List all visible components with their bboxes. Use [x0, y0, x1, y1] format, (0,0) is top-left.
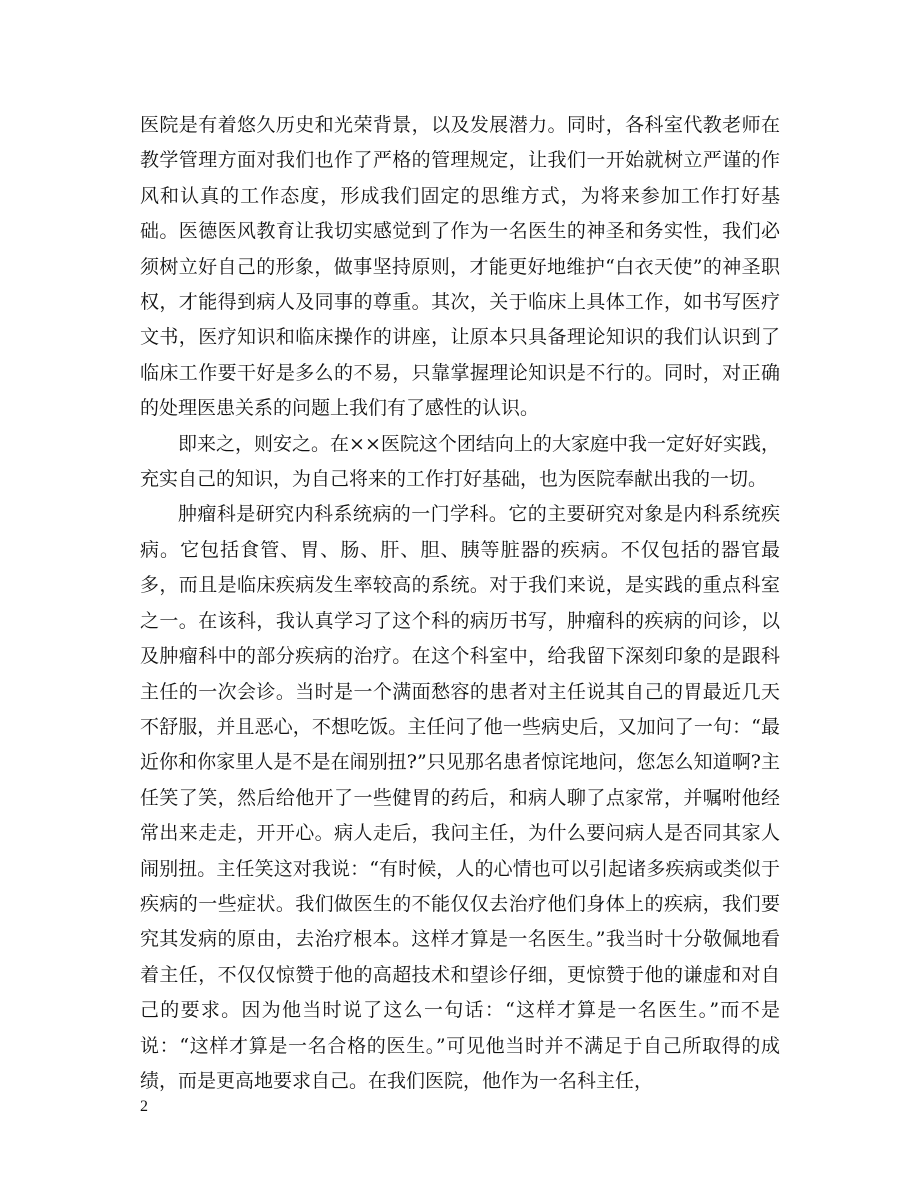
paragraph-continued: 医院是有着悠久历史和光荣背景，以及发展潜力。同时，各科室代教老师在教学管理方面对我们也作了严格的管理规定，让我们一开始就树立严谨的作风和认真的工作态度，形成我们固定的思维方式，为将来参加工作打好基础。医德医风教育让我切实感觉到了作为一名医生的神圣和务实性，我们必须树立好自己的形象，做事坚持原则，才能更好地维护“白衣天使”的神圣职权，才能得到病人及同事的尊重。其次，关于临床上具体工作，如书写医疗文书，医疗知识和临床操作的讲座，让原本只具备理论知识的我们认识到了临床工作要干好是多么的不易，只靠掌握理论知识是不行的。同时，对正确的处理医患关系的问题上我们有了感性的认识。: [140, 114, 780, 420]
paragraph: 肿瘤科是研究内科系统病的一门学科。它的主要研究对象是内科系统疾病。它包括食管、胃、肠、肝、胆、胰等脏器的疾病。不仅包括的器官最多，而且是临床疾病发生率较高的系统。对于我们来说，是实践的重点科室之一。在该科，我认真学习了这个科的病历书写，肿瘤科的疾病的问诊，以及肿瘤科中的部分疾病的治疗。在这个科室中，给我留下深刻印象的是跟科主任的一次会诊。当时是一个满面愁容的患者对主任说其自己的胃最近几天不舒服，并且恶心，不想吃饭。主任问了他一些病史后，又加问了一句：“最近你和你家里人是不是在闹别扭?”只见那名患者惊诧地问，您怎么知道啊?主任笑了笑，然后给他开了一些健胃的药后，和病人聊了点家常，并嘱咐他经常出来走走，开开心。病人走后，我问主任，为什么要问病人是否同其家人闹别扭。主任笑这对我说：“有时候，人的心情也可以引起诸多疾病或类似于疾病的一些症状。我们做医生的不能仅仅去治疗他们身体上的疾病，我们要究其发病的原由，去治疗根本。这样才算是一名医生。”我当时十分敬佩地看着主任，不仅仅惊赞于他的高超技术和望诊仔细，更惊赞于他的谦虚和对自己的要求。因为他当时说了这么一句话：“这样才算是一名医生。”而不是说：“这样才算是一名合格的医生。”可见他当时并不满足于自己所取得的成绩，而是更高地要求自己。在我们医院，他作为一名科主任，: [140, 503, 780, 1092]
paragraph: 即来之，则安之。在××医院这个团结向上的大家庭中我一定好好实践，充实自己的知识，为自己将来的工作打好基础，也为医院奉献出我的一切。: [140, 432, 780, 491]
body-text: [140, 108, 780, 1099]
page-number: 2: [140, 1098, 148, 1115]
